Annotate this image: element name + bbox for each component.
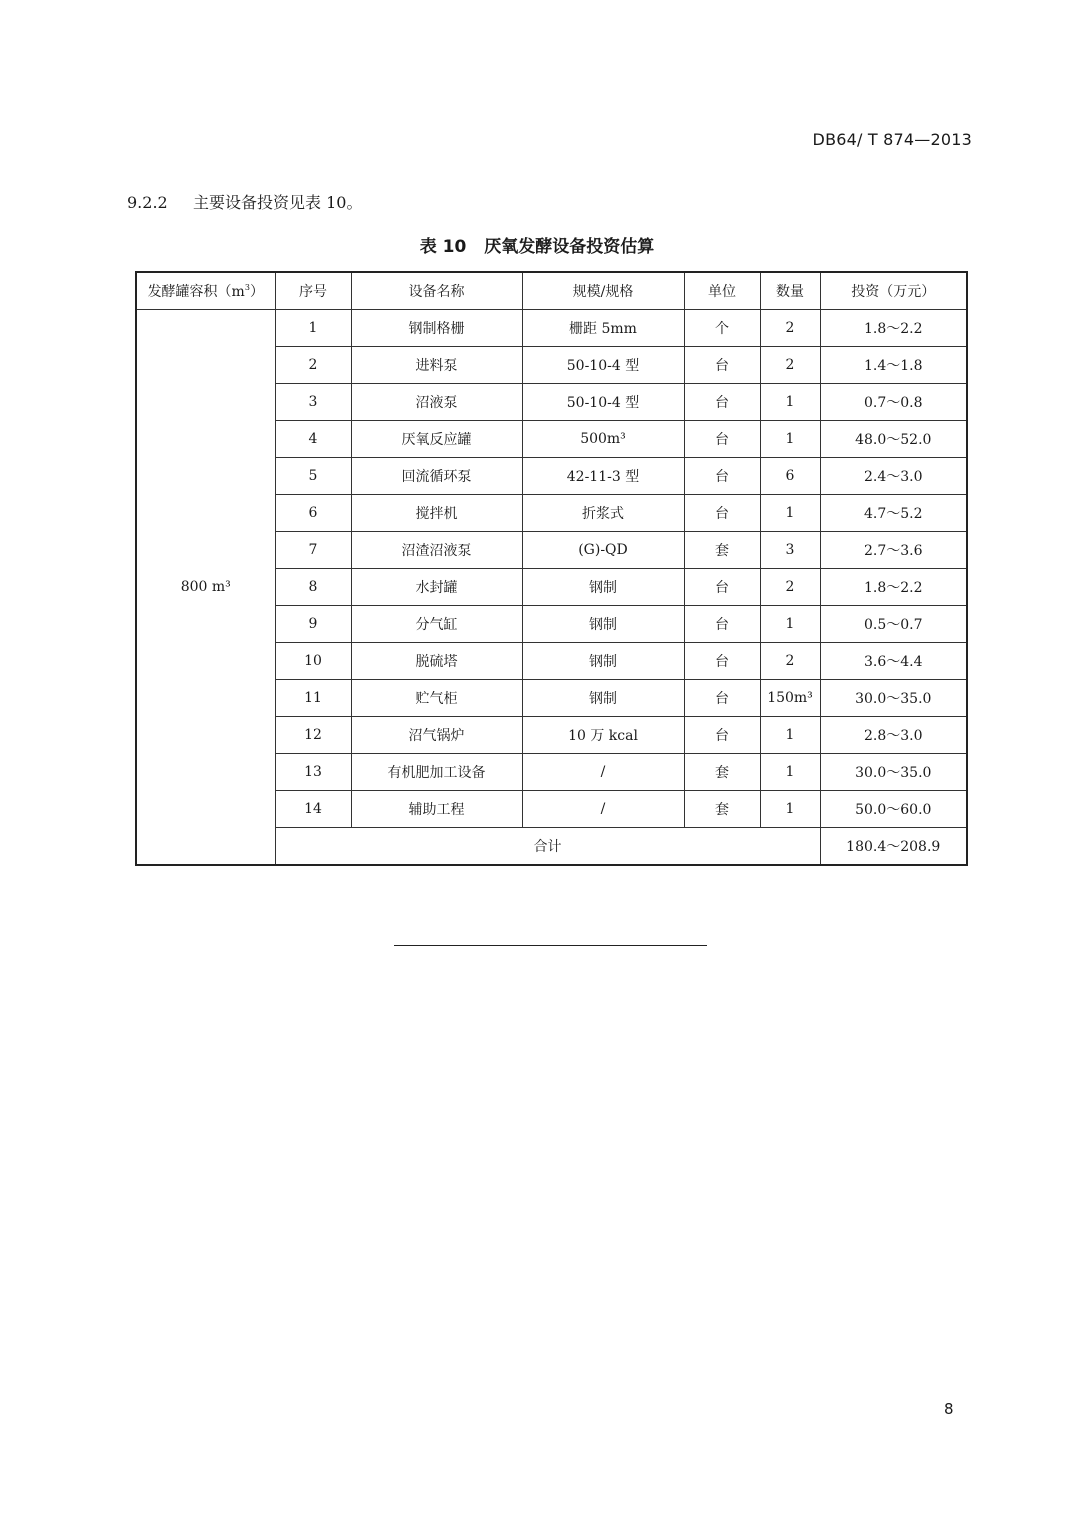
cell-invest: 0.5～0.7 <box>820 606 967 643</box>
cell-qty: 1 <box>760 717 820 754</box>
total-label: 合计 <box>275 828 820 866</box>
page-number: 8 <box>944 1400 954 1418</box>
cell-unit: 台 <box>684 421 760 458</box>
cell-invest: 2.7～3.6 <box>820 532 967 569</box>
header-unit: 单位 <box>684 272 760 310</box>
cell-qty: 6 <box>760 458 820 495</box>
cell-unit: 套 <box>684 754 760 791</box>
header-invest: 投资（万元） <box>820 272 967 310</box>
cell-invest: 2.8～3.0 <box>820 717 967 754</box>
cell-name: 有机肥加工设备 <box>351 754 522 791</box>
volume-cell: 800 m³ <box>136 310 275 866</box>
table-title <box>0 232 1074 257</box>
cell-seq: 3 <box>275 384 351 421</box>
cell-invest: 2.4～3.0 <box>820 458 967 495</box>
cell-unit: 台 <box>684 458 760 495</box>
total-value: 180.4～208.9 <box>820 828 967 866</box>
cell-spec: 500m³ <box>522 421 684 458</box>
cell-seq: 4 <box>275 421 351 458</box>
cell-seq: 14 <box>275 791 351 828</box>
clause-paragraph <box>127 190 362 213</box>
cell-qty: 150m³ <box>760 680 820 717</box>
cell-invest: 1.8～2.2 <box>820 310 967 347</box>
cell-spec: 钢制 <box>522 643 684 680</box>
cell-spec: 10 万 kcal <box>522 717 684 754</box>
cell-name: 沼渣沼液泵 <box>351 532 522 569</box>
cell-qty: 3 <box>760 532 820 569</box>
table-number: 表 10 <box>419 237 467 257</box>
cell-seq: 8 <box>275 569 351 606</box>
cell-unit: 套 <box>684 791 760 828</box>
cell-spec: 栅距 5mm <box>522 310 684 347</box>
investment-table <box>135 271 968 866</box>
table-header-row <box>136 272 967 310</box>
cell-unit: 台 <box>684 606 760 643</box>
cell-name: 沼液泵 <box>351 384 522 421</box>
cell-invest: 1.4～1.8 <box>820 347 967 384</box>
cell-name: 贮气柜 <box>351 680 522 717</box>
cell-qty: 2 <box>760 310 820 347</box>
cell-seq: 5 <box>275 458 351 495</box>
cell-qty: 1 <box>760 421 820 458</box>
document-code: DB64/ T 874—2013 <box>812 130 972 149</box>
cell-seq: 12 <box>275 717 351 754</box>
cell-unit: 台 <box>684 680 760 717</box>
cell-unit: 台 <box>684 643 760 680</box>
cell-unit: 台 <box>684 717 760 754</box>
cell-spec: 50-10-4 型 <box>522 384 684 421</box>
cell-seq: 2 <box>275 347 351 384</box>
cell-invest: 30.0～35.0 <box>820 680 967 717</box>
cell-unit: 台 <box>684 347 760 384</box>
cell-invest: 0.7～0.8 <box>820 384 967 421</box>
cell-invest: 30.0～35.0 <box>820 754 967 791</box>
cell-seq: 1 <box>275 310 351 347</box>
cell-name: 分气缸 <box>351 606 522 643</box>
cell-name: 沼气锅炉 <box>351 717 522 754</box>
cell-invest: 1.8～2.2 <box>820 569 967 606</box>
header-volume: 发酵罐容积$(m^3)$ <box>136 272 275 310</box>
cell-qty: 1 <box>760 384 820 421</box>
cell-unit: 台 <box>684 495 760 532</box>
cell-seq: 9 <box>275 606 351 643</box>
cell-seq: 10 <box>275 643 351 680</box>
cell-spec: 50-10-4 型 <box>522 347 684 384</box>
cell-invest: 48.0～52.0 <box>820 421 967 458</box>
clause-text: 主要设备投资见表 10。 <box>193 193 363 212</box>
cell-name: 水封罐 <box>351 569 522 606</box>
cell-unit: 台 <box>684 569 760 606</box>
cell-invest: 3.6～4.4 <box>820 643 967 680</box>
cell-spec: 42-11-3 型 <box>522 458 684 495</box>
cell-name: 脱硫塔 <box>351 643 522 680</box>
cell-qty: 1 <box>760 754 820 791</box>
clause-number: 9.2.2 <box>127 193 168 212</box>
cell-spec: 钢制 <box>522 606 684 643</box>
cell-name: 钢制格栅 <box>351 310 522 347</box>
cell-spec: 折浆式 <box>522 495 684 532</box>
cell-invest: 50.0～60.0 <box>820 791 967 828</box>
cell-spec: / <box>522 791 684 828</box>
cell-qty: 1 <box>760 791 820 828</box>
cell-spec: 钢制 <box>522 680 684 717</box>
cell-unit: 套 <box>684 532 760 569</box>
header-name: 设备名称 <box>351 272 522 310</box>
cell-name: 搅拌机 <box>351 495 522 532</box>
cell-name: 辅助工程 <box>351 791 522 828</box>
cell-qty: 2 <box>760 569 820 606</box>
cell-name: 回流循环泵 <box>351 458 522 495</box>
cell-invest: 4.7～5.2 <box>820 495 967 532</box>
cell-unit: 台 <box>684 384 760 421</box>
cell-name: 厌氧反应罐 <box>351 421 522 458</box>
cell-qty: 2 <box>760 643 820 680</box>
cell-name: 进料泵 <box>351 347 522 384</box>
cell-spec: (G)-QD <box>522 532 684 569</box>
cell-spec: / <box>522 754 684 791</box>
header-spec: 规模/规格 <box>522 272 684 310</box>
cell-qty: 1 <box>760 495 820 532</box>
table-caption: 厌氧发酵设备投资估算 <box>484 237 655 257</box>
cell-seq: 7 <box>275 532 351 569</box>
cell-seq: 6 <box>275 495 351 532</box>
header-seq: 序号 <box>275 272 351 310</box>
end-separator-line <box>394 945 707 946</box>
cell-qty: 1 <box>760 606 820 643</box>
cell-seq: 11 <box>275 680 351 717</box>
table-row <box>136 310 967 347</box>
cell-unit: 个 <box>684 310 760 347</box>
cell-spec: 钢制 <box>522 569 684 606</box>
cell-seq: 13 <box>275 754 351 791</box>
cell-qty: 2 <box>760 347 820 384</box>
header-qty: 数量 <box>760 272 820 310</box>
